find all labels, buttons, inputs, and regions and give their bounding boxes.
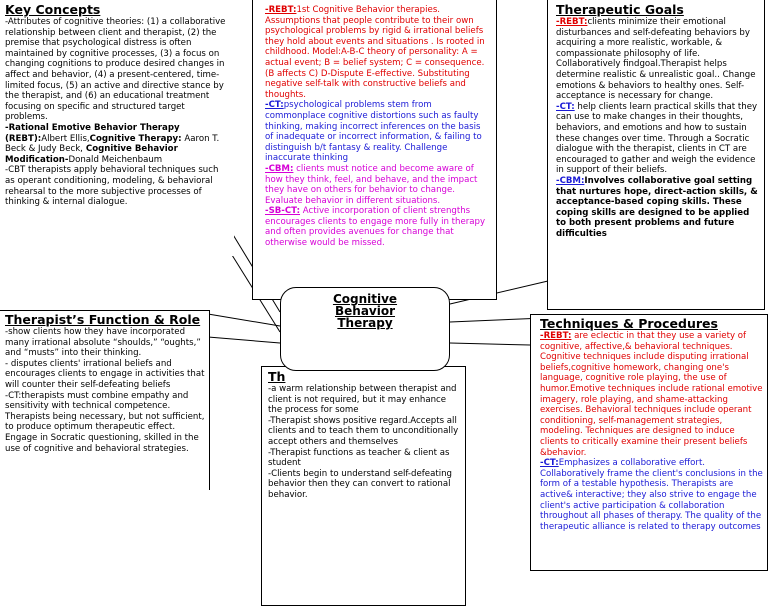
goals-rebt-text: clients minimize their emotional disturbances and self-defeating behaviors by acquiring a more realistic, workable, & compassionate philosophy of life. Collaboratively findgoal.Therapist helps determine realistic & unrealistic goal.. Change emotions & behaviors to healthy ones. Self-acceptance is necessary for change.	[556, 17, 756, 102]
key-concepts-title: Key Concepts	[5, 2, 101, 17]
techniques-title: Techniques & Procedures	[540, 316, 718, 331]
cause-cbm-label: -CBM:	[265, 163, 294, 174]
connector-function-bottom	[208, 337, 280, 343]
cause-box	[252, 0, 497, 300]
cause-ct	[265, 100, 491, 164]
goals-ct-text: help clients learn practical skills that they can use to make changes in their thoughts, behaviors, and emotions and how to sustain these changes over time. Through a Socratic dialogue with the therapist, clients in CT are encouraged to gather and weigh the evidence in support of their beliefs.	[556, 101, 758, 176]
relationship-box	[261, 366, 466, 606]
key-concepts-paragraph-1: -Attributes of cognitive theories: (1) a collaborative relationship between client and therapist, (2) the premise that psychological distress is often maintained by cognitive processes, (3) a focus on changing cognitions to produce desired changes in affect and behavior, (4) a present-centered, time-limited focus, (5) an active and directive stance by the therapist, and (6) an educational treatment focusing on specific and structured target problems.	[5, 17, 226, 123]
connector-techniques-bottom	[450, 343, 530, 345]
key-concepts-box	[0, 0, 234, 256]
goals-ct-label: -CT:	[556, 101, 575, 112]
connector-function-top	[208, 314, 280, 326]
cause-rebt-text: 1st Cognitive Behavior therapies. Assumptions that people contribute to their own psychological problems by rigid & irrational beliefs they hold about events and situations . Is rooted in childhood. Model:A-B-C theory of personality: A = actual event; B = belief system; C = consequence. (B affects C) D-Dispute E-effective. Substituting negative self-talk with constructive beliefs and thoughts.	[265, 5, 485, 100]
function-paragraph-1: -show clients how they have incorporated many irrational absolute “shoulds,” “oughts,” and “musts” into their thinking.	[5, 327, 201, 359]
relationship-paragraph-2: -Therapist shows positive regard.Accepts all clients and to teach them to unconditionally accept others and themselves	[268, 415, 459, 447]
cause-sbct-label: -SB-CT:	[265, 206, 301, 217]
cause-ct-text: psychological problems stem from commonplace cognitive distortions such as faulty thinking, making incorrect inferences on the basis of inadequate or incorrect information, & failing to distinguish b/t fantasy & reality. Challenge inaccurate thinking	[265, 100, 482, 164]
techniques-rebt-label: -REBT:	[540, 331, 572, 341]
relationship-paragraph-1: -a warm relationship between therapist and client is not required, but it may enhance the process for some	[268, 384, 457, 416]
techniques-box	[530, 314, 768, 571]
cause-cbm-text: clients must notice and become aware of how they think, feel, and behave, and the impact they have on others for behavior to change. Evaluate behavior in different situations.	[265, 163, 478, 206]
techniques-ct-text: Emphasizes a collaborative effort. Collaboratively frame the client's conclusions in the form of a testable hypothesis. Therapists are active& interactive; they also strive to engage the client's active participation & collaboration throughout all phases of therapy. The quality of the therapeutic alliance is related to therapy outcomes	[540, 458, 763, 532]
goals-cbm-text: Involves collaborative goal setting that nurtures hope, direct-action skills, & acceptance-based coping skills. These coping skills are designed to be applied to both present problems and future difficulties	[556, 175, 758, 239]
ct-term: Cognitive Therapy:	[89, 133, 182, 144]
therapeutic-goals-title: Therapeutic Goals	[556, 2, 684, 17]
cause-sbct	[265, 206, 491, 248]
therapist-function-box	[0, 310, 210, 490]
cause-ct-label: -CT:	[265, 100, 284, 111]
ct-founders: Aaron T. Beck & Judy Beck,	[5, 133, 220, 155]
function-paragraph-2: - disputes clients' irrational beliefs and encourages clients to engage in activities that will counter their self-defeating beliefs	[5, 358, 205, 390]
center-title-line-1: Cognitive	[332, 292, 398, 306]
goals-ct	[556, 102, 760, 176]
goals-cbm	[556, 176, 760, 240]
cbm-founder: Donald Meichenbaum	[68, 154, 163, 165]
center-topic-node	[280, 287, 450, 371]
techniques-rebt-text: are eclectic in that they use a variety of cognitive, affective,& behavioral techniques. Cognitive techniques include disputing irrational beliefs,cognitive homework, changing one's language, cognitive role playing, the use of humor.Emotive techniques include rational emotive imagery, role playing, and shame-attacking exercises. Behavioral techniques include operant conditioning, self-management strategies, modeling. Techniques are designed to induce clients to critically examine their present beliefs &behavior.	[540, 331, 763, 458]
therapeutic-goals-box	[547, 0, 765, 310]
relationship-paragraph-3: -Therapist functions as teacher & client as student	[268, 447, 450, 469]
function-paragraph-3: -CT:therapists must combine empathy and sensitivity with technical competence. Therapists being necessary, but not sufficient, to produce optimum therapeutic effect. Engage in Socratic questioning, skilled in the use of cognitive and behavioral strategies.	[5, 390, 205, 454]
relationship-title: Th	[268, 369, 286, 384]
key-concepts-paragraph-3: -CBT therapists apply behavioral techniques such as operant conditioning, modeling, & behavioral rehearsal to the more subjective processes of thinking & internal dialogue.	[5, 165, 219, 208]
goals-cbm-label: -CBM:	[556, 175, 585, 186]
techniques-ct-label: -CT:	[540, 458, 559, 469]
goals-rebt	[556, 17, 760, 102]
center-title-line-2: Behavior	[334, 304, 396, 318]
cbm-term: Cognitive Behavior Modification-	[5, 144, 178, 165]
goals-rebt-label: -REBT:	[556, 17, 588, 27]
cause-cbm	[265, 164, 491, 206]
key-concepts-paragraph-2	[5, 123, 230, 165]
therapist-function-title: Therapist’s Function & Role	[5, 312, 201, 327]
rebt-founder: Albert Ellis,	[41, 133, 90, 144]
techniques-ct	[540, 458, 763, 532]
cause-rebt-label: -REBT:	[265, 5, 297, 15]
cause-sbct-text: Active incorporation of client strengths encourages clients to engage more fully in therapy and often provides avenues for change that otherwise would be missed.	[265, 206, 486, 249]
relationship-paragraph-4: -Clients begin to understand self-defeating behavior then they can convert to rational behavior.	[268, 468, 453, 500]
cause-rebt	[265, 5, 491, 100]
center-title-line-3: Therapy	[337, 316, 393, 330]
techniques-rebt	[540, 331, 763, 458]
rebt-term: -Rational Emotive Behavior Therapy (REBT):	[5, 122, 180, 144]
